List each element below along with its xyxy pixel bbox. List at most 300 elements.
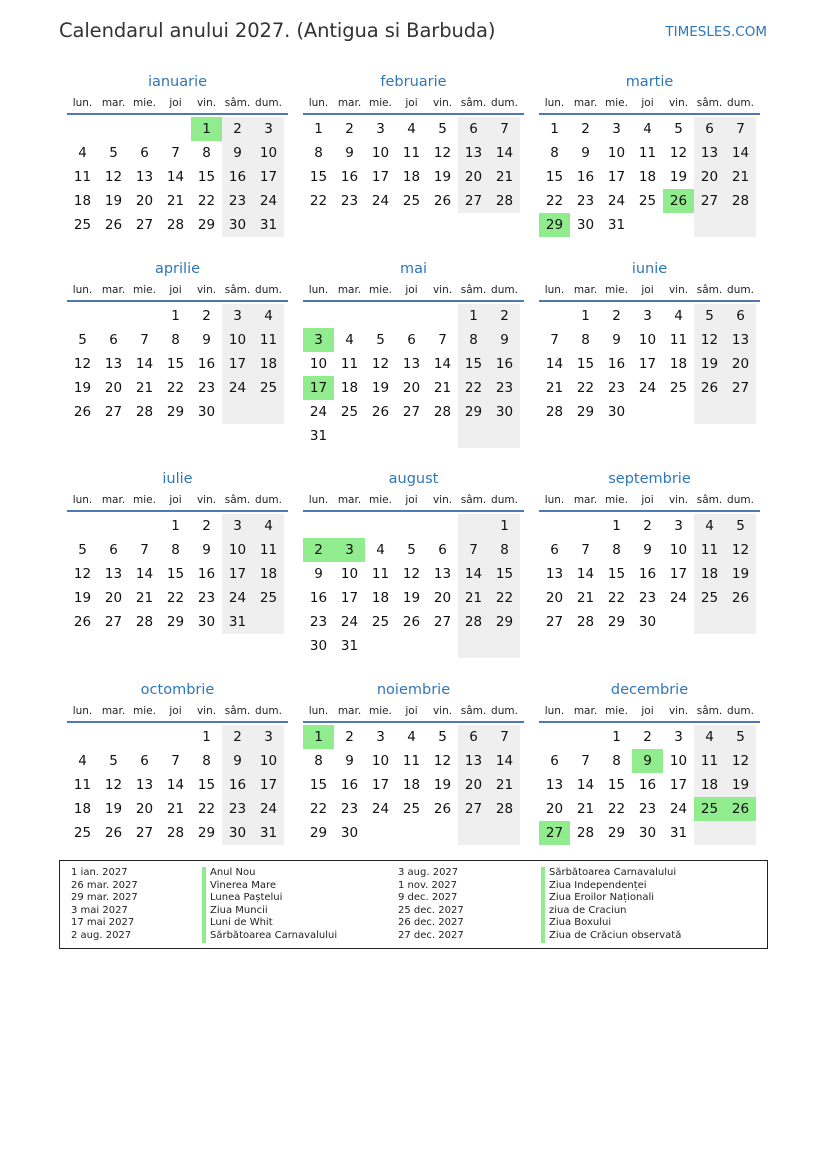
day-cell: 18 [694,773,725,797]
day-cell: 30 [638,825,657,841]
weekday-label: sâm. [696,97,723,109]
day-cell: 12 [402,566,421,582]
weekday-label: dum. [255,97,282,109]
weekday-label: dum. [255,284,282,296]
day-cell: 5 [78,542,87,558]
day-cell: 30 [222,821,253,845]
empty-cell [129,304,160,328]
day-cell: 27 [402,404,421,420]
day-cell: 31 [253,213,284,237]
day-grid [303,117,524,213]
day-cell: 1 [458,304,489,328]
weekday-label: sâm. [696,284,723,296]
day-cell: 28 [489,797,520,821]
day-cell: 7 [489,725,520,749]
day-cell: 1 [581,308,590,324]
weekday-label: mie. [133,97,156,109]
day-cell: 10 [222,328,253,352]
month-mai [303,258,524,448]
day-cell: 16 [340,777,359,793]
day-cell: 26 [73,614,92,630]
day-cell: 23 [638,590,657,606]
day-cell: 31 [222,610,253,634]
month-decembrie [539,679,760,845]
day-cell: 3 [376,729,385,745]
day-cell: 4 [345,332,354,348]
empty-cell [67,304,98,328]
weekday-label: dum. [491,284,518,296]
day-cell: 23 [340,193,359,209]
month-name: mai [399,261,428,277]
day-cell: 20 [725,352,756,376]
day-cell: 15 [309,777,328,793]
day-cell: 8 [171,332,180,348]
month-iunie [539,258,760,424]
weekday-label: mie. [369,494,392,506]
day-cell: 8 [612,753,621,769]
day-cell: 13 [458,749,489,773]
day-grid [303,725,524,845]
day-cell: 8 [489,538,520,562]
day-cell: 19 [73,380,92,396]
empty-cell [632,213,663,237]
weekday-label: mie. [133,494,156,506]
day-cell: 27 [539,821,570,845]
weekday-label: joi [405,494,418,506]
day-cell: 19 [433,777,452,793]
day-cell: 26 [433,801,452,817]
day-cell: 6 [550,753,559,769]
day-cell: 10 [607,145,626,161]
empty-cell [458,514,489,538]
day-cell: 11 [638,145,657,161]
day-cell: 27 [694,189,725,213]
day-cell: 22 [607,801,626,817]
weekday-label: sâm. [224,494,251,506]
day-cell: 4 [674,308,683,324]
day-cell: 25 [694,797,725,821]
day-cell: 26 [104,217,123,233]
day-cell: 25 [340,404,359,420]
empty-cell [663,213,694,237]
legend-holiday-name: Anul Nou [202,867,337,880]
empty-cell [427,304,458,328]
day-cell: 10 [371,753,390,769]
day-grid [539,117,760,237]
empty-cell [365,304,396,328]
day-cell: 13 [545,566,564,582]
day-cell: 20 [458,773,489,797]
day-cell: 24 [253,797,284,821]
day-cell: 15 [197,169,216,185]
day-cell: 24 [222,376,253,400]
day-cell: 4 [407,729,416,745]
day-cell: 19 [669,169,688,185]
day-cell: 12 [669,145,688,161]
day-cell: 17 [340,590,359,606]
weekday-label: mie. [605,284,628,296]
empty-cell [663,610,694,634]
day-cell: 19 [694,352,725,376]
day-cell: 5 [438,121,447,137]
day-cell: 29 [458,400,489,424]
day-cell: 8 [550,145,559,161]
day-cell: 17 [669,777,688,793]
day-cell: 31 [669,825,688,841]
day-cell: 5 [407,542,416,558]
weekday-label: sâm. [460,705,487,717]
day-cell: 28 [166,217,185,233]
empty-cell [222,400,253,424]
day-cell: 14 [166,777,185,793]
day-cell: 8 [202,753,211,769]
day-cell: 17 [371,169,390,185]
weekday-header [67,93,288,115]
day-cell: 17 [607,169,626,185]
weekday-label: joi [641,97,654,109]
day-cell: 24 [222,586,253,610]
day-cell: 7 [171,753,180,769]
day-cell: 14 [166,169,185,185]
day-cell: 25 [638,193,657,209]
weekday-label: dum. [727,705,754,717]
day-cell: 11 [402,753,421,769]
day-cell: 15 [607,566,626,582]
empty-cell [253,610,284,634]
weekday-label: mie. [605,494,628,506]
day-cell: 3 [303,328,334,352]
day-cell: 30 [222,213,253,237]
day-grid [67,514,288,634]
weekday-label: mar. [337,494,362,506]
day-cell: 12 [694,328,725,352]
weekday-label: sâm. [460,284,487,296]
weekday-label: sâm. [460,97,487,109]
day-cell: 6 [550,542,559,558]
weekday-label: lun. [308,284,329,296]
weekday-header [67,701,288,723]
day-cell: 19 [371,380,390,396]
empty-cell [663,400,694,424]
day-cell: 21 [433,380,452,396]
page-title: Calendarul anului 2027. (Antigua si Barbuda) [59,19,496,42]
weekday-label: mie. [605,97,628,109]
empty-cell [539,725,570,749]
day-cell: 9 [202,542,211,558]
day-cell: 11 [253,538,284,562]
weekday-label: dum. [727,97,754,109]
day-cell: 14 [576,566,595,582]
day-cell: 26 [402,614,421,630]
legend-holiday-name: Sărbătoarea Carnavalului [202,930,337,943]
legend-date: 2 aug. 2027 [71,929,132,941]
empty-cell [334,424,365,448]
day-cell: 18 [371,590,390,606]
day-cell: 24 [340,614,359,630]
empty-cell [632,400,663,424]
day-cell: 18 [253,352,284,376]
day-cell: 30 [607,404,626,420]
weekday-label: sâm. [224,284,251,296]
day-cell: 3 [376,121,385,137]
day-cell: 21 [489,165,520,189]
weekday-header [539,490,760,512]
day-cell: 24 [309,404,328,420]
empty-cell [539,514,570,538]
day-cell: 6 [458,117,489,141]
legend-date: 25 dec. 2027 [398,904,464,916]
day-cell: 26 [725,586,756,610]
day-cell: 19 [725,562,756,586]
day-cell: 27 [135,217,154,233]
month-august [303,468,524,658]
day-cell: 5 [78,332,87,348]
day-cell: 16 [638,777,657,793]
day-cell: 28 [545,404,564,420]
day-cell: 23 [222,797,253,821]
day-cell: 3 [334,538,365,562]
day-cell: 3 [674,729,683,745]
day-cell: 20 [545,590,564,606]
day-cell: 10 [638,332,657,348]
day-cell: 29 [539,213,570,237]
day-cell: 13 [104,356,123,372]
holiday-legend [59,860,768,949]
day-cell: 1 [303,725,334,749]
empty-cell [539,304,570,328]
weekday-label: vin. [196,705,217,717]
empty-cell [365,821,396,845]
day-cell: 20 [694,165,725,189]
day-cell: 31 [607,217,626,233]
month-name: decembrie [610,682,689,698]
weekday-label: vin. [432,97,453,109]
weekday-label: lun. [72,97,93,109]
empty-cell [303,304,334,328]
day-cell: 9 [314,566,323,582]
weekday-label: mar. [337,284,362,296]
empty-cell [725,400,756,424]
empty-cell [458,424,489,448]
day-cell: 14 [135,356,154,372]
day-cell: 30 [309,638,328,654]
empty-cell [303,514,334,538]
empty-cell [570,514,601,538]
day-cell: 23 [489,376,520,400]
weekday-label: joi [169,284,182,296]
weekday-header [303,490,524,512]
day-cell: 27 [545,614,564,630]
weekday-header [303,280,524,302]
day-cell: 1 [489,514,520,538]
day-cell: 9 [581,145,590,161]
empty-cell [98,725,129,749]
day-cell: 22 [309,193,328,209]
day-cell: 22 [576,380,595,396]
day-cell: 18 [73,801,92,817]
empty-cell [67,725,98,749]
day-cell: 21 [458,586,489,610]
day-cell: 8 [458,328,489,352]
month-name: iulie [162,471,193,487]
empty-cell [694,400,725,424]
weekday-label: mar. [573,284,598,296]
day-cell: 19 [104,193,123,209]
day-cell: 9 [345,145,354,161]
site-link[interactable]: TIMESLES.COM [665,24,767,40]
day-cell: 3 [643,308,652,324]
day-cell: 20 [545,801,564,817]
day-cell: 21 [545,380,564,396]
day-cell: 26 [433,193,452,209]
day-cell: 18 [73,193,92,209]
day-cell: 10 [340,566,359,582]
weekday-label: joi [169,494,182,506]
empty-cell [427,821,458,845]
day-cell: 15 [607,777,626,793]
weekday-header [303,93,524,115]
legend-date: 26 mar. 2027 [71,879,138,891]
day-cell: 19 [433,169,452,185]
day-cell: 25 [371,614,390,630]
day-cell: 21 [576,590,595,606]
day-cell: 6 [438,542,447,558]
weekday-header [67,490,288,512]
day-cell: 23 [576,193,595,209]
weekday-label: lun. [72,284,93,296]
day-cell: 1 [314,121,323,137]
day-cell: 5 [694,304,725,328]
empty-cell [427,514,458,538]
day-cell: 27 [458,797,489,821]
weekday-label: vin. [432,284,453,296]
day-grid [67,117,288,237]
day-cell: 5 [725,514,756,538]
weekday-label: mar. [337,705,362,717]
day-cell: 31 [309,428,328,444]
day-cell: 10 [309,356,328,372]
day-cell: 3 [253,725,284,749]
day-cell: 5 [109,753,118,769]
day-cell: 19 [402,590,421,606]
day-cell: 3 [253,117,284,141]
day-cell: 1 [550,121,559,137]
day-cell: 30 [197,404,216,420]
day-cell: 13 [135,777,154,793]
day-cell: 30 [489,400,520,424]
day-cell: 10 [253,749,284,773]
day-cell: 1 [612,729,621,745]
day-cell: 17 [669,566,688,582]
day-cell: 12 [73,566,92,582]
day-cell: 16 [607,356,626,372]
weekday-header [539,93,760,115]
weekday-label: sâm. [696,494,723,506]
day-cell: 23 [197,590,216,606]
day-cell: 25 [402,801,421,817]
day-cell: 1 [202,729,211,745]
day-cell: 31 [253,821,284,845]
legend-date: 26 dec. 2027 [398,917,464,929]
day-cell: 11 [73,777,92,793]
day-cell: 13 [725,328,756,352]
day-cell: 9 [643,542,652,558]
day-cell: 12 [433,753,452,769]
day-cell: 12 [725,749,756,773]
day-cell: 18 [340,380,359,396]
weekday-label: vin. [196,97,217,109]
day-cell: 21 [135,380,154,396]
day-cell: 1 [191,117,222,141]
day-cell: 6 [140,753,149,769]
legend-holiday-name: Ziua Muncii [202,905,337,918]
day-cell: 27 [104,404,123,420]
weekday-label: mar. [573,97,598,109]
day-cell: 23 [309,614,328,630]
empty-cell [365,514,396,538]
day-cell: 20 [458,165,489,189]
weekday-label: mie. [369,97,392,109]
empty-cell [427,634,458,658]
day-cell: 27 [725,376,756,400]
empty-cell [489,821,520,845]
weekday-label: joi [641,705,654,717]
empty-cell [67,514,98,538]
day-cell: 26 [73,404,92,420]
day-cell: 3 [222,304,253,328]
day-cell: 2 [489,304,520,328]
empty-cell [458,634,489,658]
day-cell: 24 [253,189,284,213]
day-cell: 10 [669,542,688,558]
day-cell: 26 [725,797,756,821]
weekday-label: dum. [491,97,518,109]
day-cell: 26 [663,189,694,213]
month-name: noiembrie [376,682,451,698]
weekday-label: mie. [369,705,392,717]
month-ianuarie [67,71,288,237]
day-cell: 16 [638,566,657,582]
day-cell: 17 [222,562,253,586]
day-cell: 26 [104,825,123,841]
day-cell: 22 [607,590,626,606]
day-cell: 13 [104,566,123,582]
day-cell: 21 [576,801,595,817]
day-cell: 22 [166,380,185,396]
day-cell: 14 [545,356,564,372]
day-cell: 12 [433,145,452,161]
day-cell: 27 [458,189,489,213]
empty-cell [129,514,160,538]
day-cell: 2 [345,729,354,745]
weekday-label: mar. [101,97,126,109]
day-cell: 28 [458,610,489,634]
empty-cell [694,610,725,634]
day-cell: 18 [402,169,421,185]
day-cell: 22 [489,586,520,610]
day-cell: 12 [104,777,123,793]
legend-date: 17 mai 2027 [71,917,135,929]
day-cell: 11 [402,145,421,161]
day-cell: 20 [104,380,123,396]
day-cell: 2 [643,729,652,745]
day-cell: 21 [489,773,520,797]
legend-date: 3 mai 2027 [71,904,128,916]
day-cell: 20 [135,193,154,209]
day-cell: 15 [166,356,185,372]
weekday-label: lun. [308,97,329,109]
legend-holiday-name: ziua de Craciun [541,905,681,918]
